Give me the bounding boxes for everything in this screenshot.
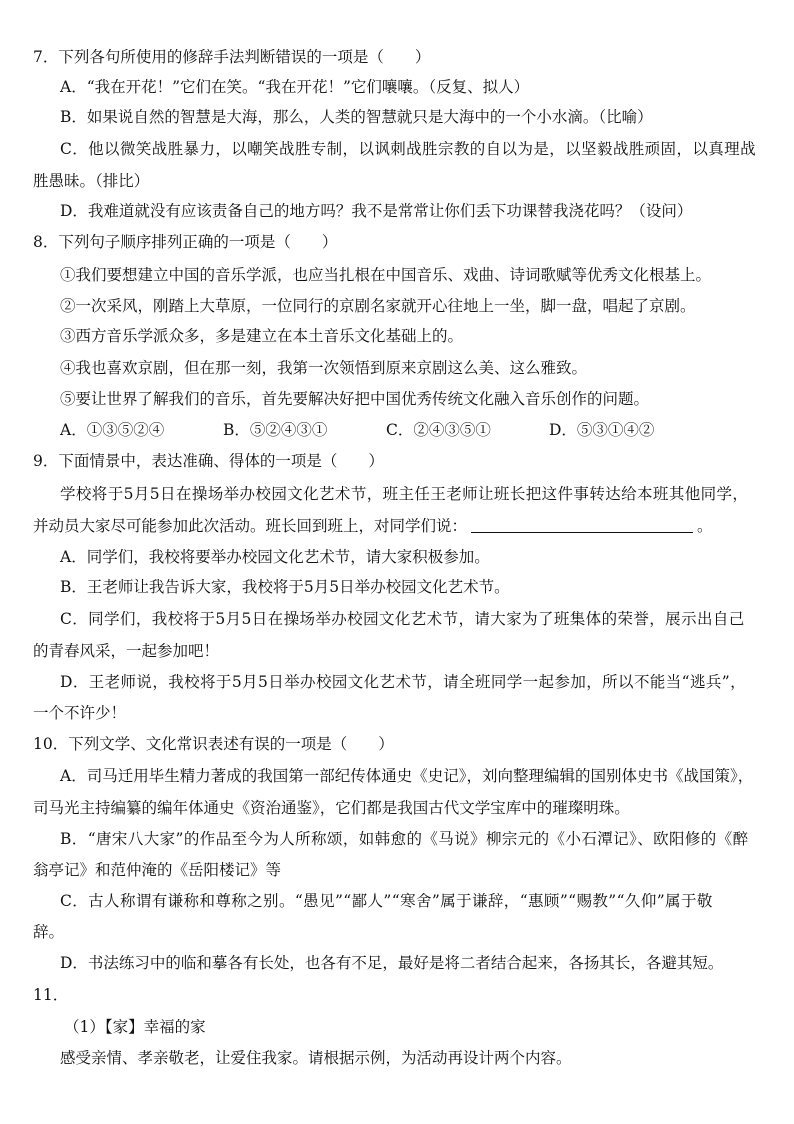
q9-context-text: 并动员大家尽可能参加此次活动。班长回到班上，对同学们说：: [33, 517, 468, 535]
q8-option-c: C．②④③⑤①: [386, 421, 491, 439]
q8-option-d: D．⑤③①④②: [549, 421, 655, 439]
q8-sentence-2: ②一次采风，刚踏上大草原，一位同行的京剧名家就开心往地上一坐，脚一盘，唱起了京剧。: [60, 297, 696, 315]
q9-option-d-line2: 一个不许少！: [33, 704, 127, 722]
q10-option-d: D．书法练习中的临和摹各有长处，也各有不足，最好是将二者结合起来，各扬其长，各避其短。: [60, 954, 724, 972]
q8-sentence-3: ③西方音乐学派众多，多是建立在本土音乐文化基础上的。: [60, 327, 464, 345]
q10-option-a-line1: A．司马迁用毕生精力著成的我国第一部纪传体通史《史记》，刘向整理编辑的国别体史书《战国策》，: [60, 767, 754, 785]
q10-option-b-line1: B．“唐宋八大家”的作品至今为人所称颂，如韩愈的《马说》柳宗元的《小石潭记》、欧阳修的《醉: [60, 830, 749, 848]
q9-context-line1: 学校将于5月5日在操场举办校园文化艺术节，班主任王老师让班长把这件事转达给本班其他同学，: [60, 485, 749, 503]
q7-option-b: B．如果说自然的智慧是大海，那么，人类的智慧就只是大海中的一个小水滴。（比喻）: [60, 108, 653, 126]
q8-sentence-5: ⑤要让世界了解我们的音乐，首先要解决好把中国优秀传统文化融入音乐创作的问题。: [60, 390, 650, 408]
q8-sentence-1: ①我们要想建立中国的音乐学派，也应当扎根在中国音乐、戏曲、诗词歌赋等优秀文化根基上。: [60, 266, 712, 284]
q9-option-d-line1: D．王老师说，我校将于5月5日举办校园文化艺术节，请全班同学一起参加，所以不能当“逃兵”，: [60, 673, 747, 691]
q9-option-c-line2: 的青春风采，一起参加吧！: [33, 642, 220, 660]
q8-option-b: B．⑤②④③①: [223, 421, 328, 439]
q10-option-a-line2: 司马光主持编纂的编年体通史《资治通鉴》，它们都是我国古代文学宝库中的璀璨明珠。: [33, 799, 630, 817]
q9-context-end: 。: [697, 517, 713, 535]
q9-context-line2: [33, 515, 773, 537]
q10-stem: 10．下列文学、文化常识表述有误的一项是（ ）: [33, 735, 394, 753]
q9-option-c-line1: C．同学们，我校将于5月5日在操场举办校园文化艺术节，请大家为了班集体的荣誉，展示出自己: [60, 610, 745, 628]
q9-stem: 9．下面情景中，表达准确、得体的一项是（ ）: [33, 452, 384, 470]
q10-option-b-line2: 翁亭记》和范仲淹的《岳阳楼记》等: [33, 861, 282, 879]
q8-sentence-4: ④我也喜欢京剧，但在那一刻，我第一次领悟到原来京剧这么美、这么雅致。: [60, 359, 588, 377]
q7-option-d: D．我难道就没有应该责备自己的地方吗？我不是常常让你们丢下功课替我浇花吗？（设问）: [60, 202, 693, 220]
q11-stem: 11．: [33, 986, 69, 1004]
q9-option-a: A．同学们，我校将要举办校园文化艺术节，请大家积极参加。: [60, 548, 490, 566]
q7-stem: 7．下列各句所使用的修辞手法判断错误的一项是（ ）: [33, 48, 431, 66]
answer-blank: [471, 516, 693, 533]
q9-option-b: B．王老师让我告诉大家，我校将于5月5日举办校园文化艺术节。: [60, 578, 510, 596]
q11-description: 感受亲情、孝亲敬老，让爱住我家。请根据示例，为活动再设计两个内容。: [60, 1049, 572, 1067]
q7-option-c-line2: 胜愚昧。（排比）: [33, 172, 150, 190]
q10-option-c-line2: 辞。: [33, 923, 65, 941]
q7-option-a: A．“我在开花！”它们在笑。“我在开花！”它们嚷嚷。（反复、拟人）: [60, 78, 530, 96]
q8-options: [60, 419, 773, 441]
q7-option-c-line1: C．他以微笑战胜暴力，以嘲笑战胜专制，以讽刺战胜宗教的自以为是，以坚毅战胜顽固，以真理战: [60, 140, 756, 158]
q8-stem: 8．下列句子顺序排列正确的一项是（ ）: [33, 233, 338, 251]
q11-sub1-title: （1）【家】幸福的家: [64, 1018, 206, 1036]
q10-option-c-line1: C．古人称谓有谦称和尊称之别。“愚见”“鄙人”“寒舍”属于谦辞，“惠顾”“赐教”“久仰”属于敬: [60, 892, 713, 910]
q8-option-a: A．①③⑤②④: [60, 421, 165, 439]
